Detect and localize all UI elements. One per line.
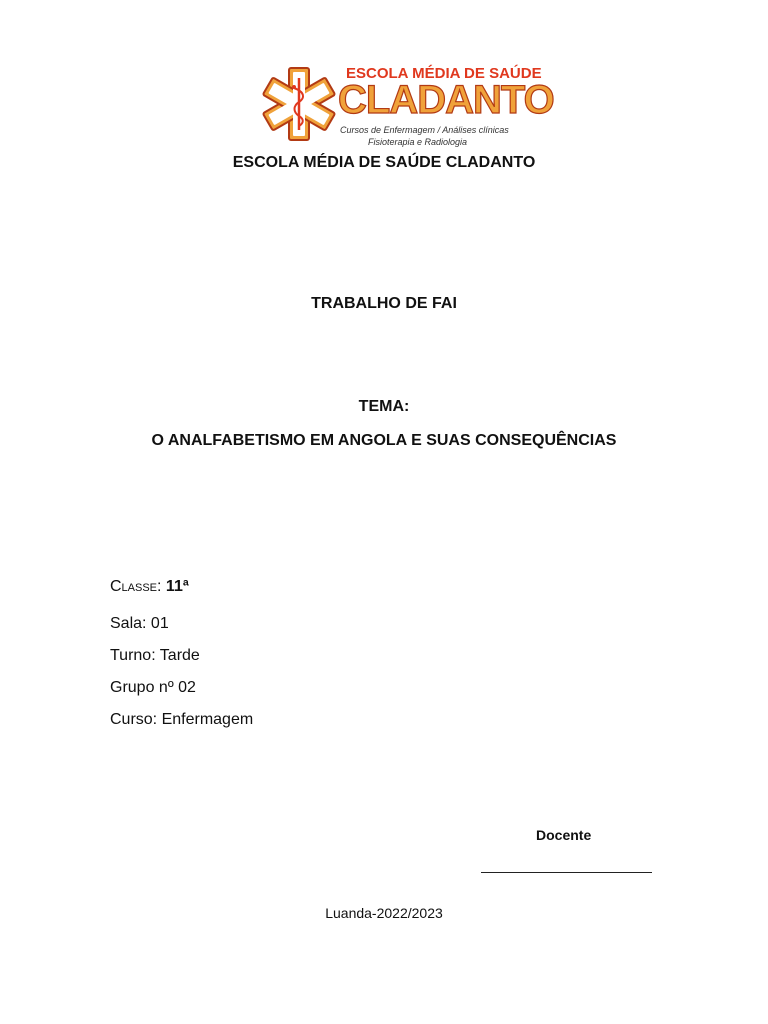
classe-value: 11ª — [165, 578, 189, 595]
classe-label: Classe: — [110, 578, 162, 595]
footer-place-date: Luanda-2022/2023 — [325, 905, 443, 921]
tema-value: O ANALFABETISMO EM ANGOLA E SUAS CONSEQUÊNCIAS — [151, 432, 617, 449]
classe-line — [110, 578, 189, 596]
logo-school-name: CLADANTO — [338, 78, 554, 122]
logo-courses-line: Cursos de Enfermagem / Análises clínicas — [340, 125, 509, 135]
docente-label: Docente — [536, 827, 592, 843]
logo-school-type: ESCOLA MÉDIA DE SAÚDE — [346, 65, 542, 82]
school-name-heading: ESCOLA MÉDIA DE SAÚDE CLADANTO — [232, 154, 536, 171]
turno-line: Turno: Tarde — [110, 647, 200, 664]
signature-line — [481, 872, 652, 873]
logo-courses-line-2: Fisioterapia e Radiologia — [368, 137, 468, 147]
curso-line: Curso: Enfermagem — [110, 711, 254, 728]
tema-label: TEMA: — [358, 398, 410, 415]
grupo-line: Grupo nº 02 — [110, 679, 196, 696]
sala-line: Sala: 01 — [110, 615, 169, 632]
work-title: TRABALHO DE FAI — [311, 295, 457, 312]
star-of-life-icon — [258, 64, 340, 144]
school-logo — [258, 64, 554, 148]
